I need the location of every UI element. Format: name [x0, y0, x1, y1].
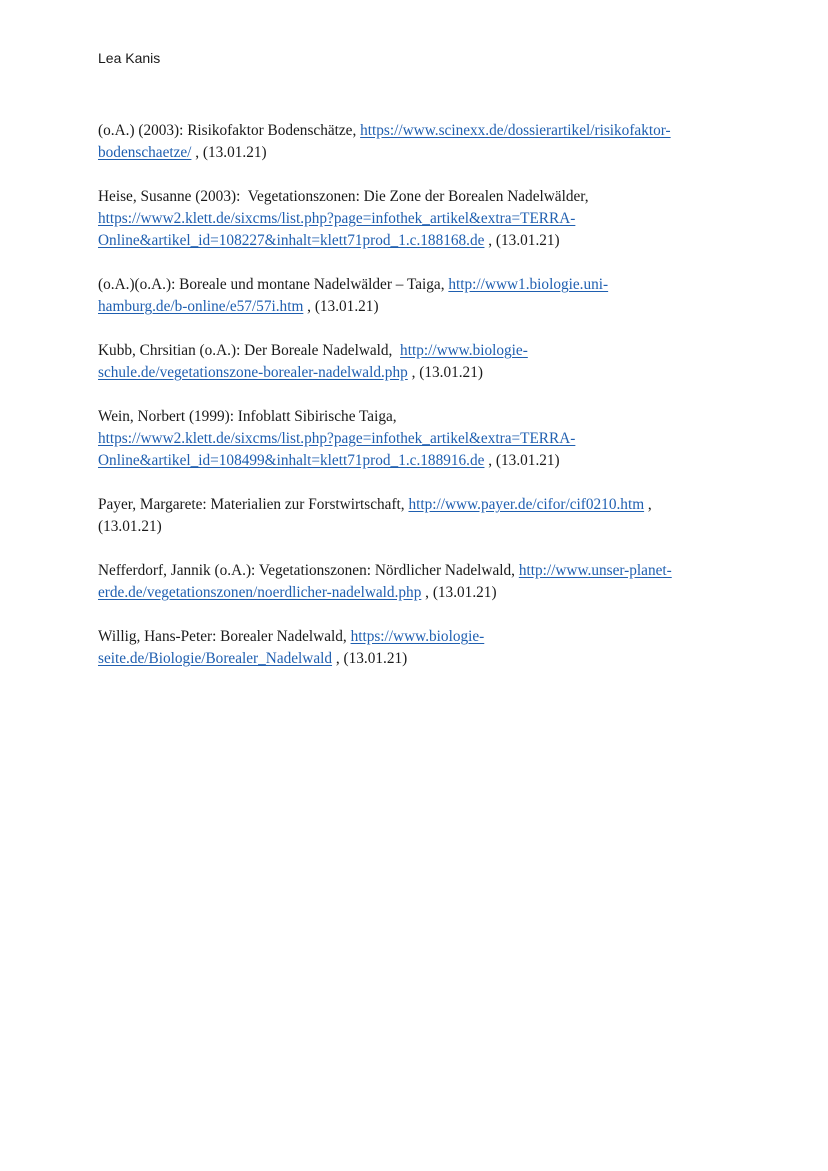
reference-link[interactable]: Online&artikel_id=108227&inhalt=klett71prod_1.c.188168.de [98, 232, 485, 249]
reference-text: Wein, Norbert (1999): Infoblatt Sibirische Taiga, [98, 408, 397, 425]
reference-link[interactable]: http://www.payer.de/cifor/cif0210.htm [408, 496, 645, 513]
reference-line [98, 626, 738, 648]
reference-link[interactable]: http://www1.biologie.uni- [448, 276, 609, 293]
reference-link[interactable]: https://www2.klett.de/sixcms/list.php?page=infothek_artikel&extra=TERRA- [98, 210, 576, 227]
reference-text: Payer, Margarete: Materialien zur Forstwirtschaft, [98, 496, 409, 513]
reference-access-date: , [644, 496, 652, 513]
reference-link[interactable]: https://www.biologie- [350, 628, 485, 645]
reference-line [98, 560, 738, 582]
reference-link[interactable]: Online&artikel_id=108499&inhalt=klett71prod_1.c.188916.de [98, 452, 485, 469]
reference-line [98, 142, 738, 164]
reference-line [98, 230, 738, 252]
reference-link[interactable]: hamburg.de/b-online/e57/57i.htm [98, 298, 304, 315]
reference-line [98, 450, 738, 472]
reference-access-date: , (13.01.21) [421, 584, 497, 601]
reference-line [98, 296, 738, 318]
reference-access-date: , (13.01.21) [303, 298, 379, 315]
reference-entry [98, 560, 738, 604]
reference-link[interactable]: https://www.scinexx.de/dossierartikel/risikofaktor- [360, 122, 671, 139]
reference-line [98, 120, 738, 142]
reference-text: (o.A.)(o.A.): Boreale und montane Nadelwälder – Taiga, [98, 276, 449, 293]
reference-entry [98, 274, 738, 318]
reference-text: Heise, Susanne (2003): Vegetationszonen: Die Zone der Borealen Nadelwälder, [98, 188, 589, 205]
reference-text: (o.A.) (2003): Risikofaktor Bodenschätze, [98, 122, 361, 139]
reference-line [98, 208, 738, 230]
reference-line [98, 406, 738, 428]
reference-line [98, 274, 738, 296]
reference-entry [98, 120, 738, 164]
reference-access-date: , (13.01.21) [484, 452, 560, 469]
reference-text: Kubb, Chrsitian (o.A.): Der Boreale Nadelwald, [98, 342, 401, 359]
reference-entry [98, 406, 738, 472]
page-header-author: Lea Kanis [98, 50, 161, 66]
reference-line [98, 428, 738, 450]
reference-entry [98, 626, 738, 670]
reference-line [98, 516, 738, 538]
reference-line [98, 648, 738, 670]
reference-access-date: , (13.01.21) [407, 364, 483, 381]
reference-entry [98, 494, 738, 538]
reference-line [98, 362, 738, 384]
reference-entry [98, 340, 738, 384]
reference-text: Nefferdorf, Jannik (o.A.): Vegetationszonen: Nördlicher Nadelwald, [98, 562, 519, 579]
reference-access-date: , (13.01.21) [191, 144, 267, 161]
reference-link[interactable]: bodenschaetze/ [98, 144, 192, 161]
reference-link[interactable]: http://www.biologie- [400, 342, 528, 359]
reference-line [98, 340, 738, 362]
reference-line [98, 186, 738, 208]
reference-line [98, 582, 738, 604]
reference-entry [98, 186, 738, 252]
reference-link[interactable]: schule.de/vegetationszone-borealer-nadelwald.php [98, 364, 408, 381]
reference-text: (13.01.21) [98, 518, 162, 535]
reference-list [98, 120, 738, 692]
reference-link[interactable]: erde.de/vegetationszonen/noerdlicher-nadelwald.php [98, 584, 422, 601]
reference-access-date: , (13.01.21) [332, 650, 408, 667]
reference-access-date: , (13.01.21) [484, 232, 560, 249]
reference-link[interactable]: seite.de/Biologie/Borealer_Nadelwald [98, 650, 333, 667]
reference-link[interactable]: https://www2.klett.de/sixcms/list.php?page=infothek_artikel&extra=TERRA- [98, 430, 576, 447]
reference-line [98, 494, 738, 516]
reference-link[interactable]: http://www.unser-planet- [518, 562, 672, 579]
reference-text: Willig, Hans-Peter: Borealer Nadelwald, [98, 628, 351, 645]
